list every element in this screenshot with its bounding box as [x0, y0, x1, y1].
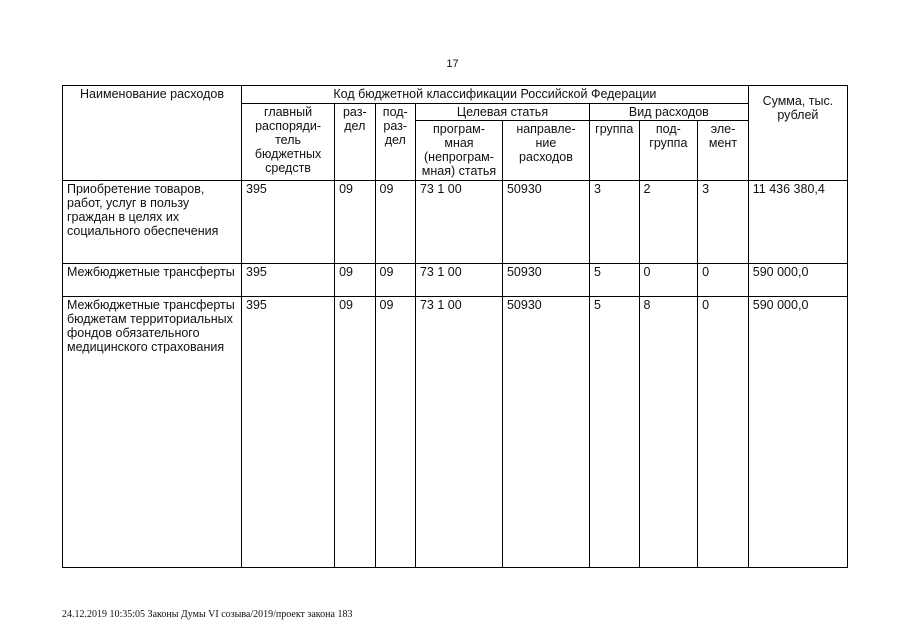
row-section: 09 [335, 181, 375, 264]
row-direction: 50930 [502, 181, 589, 264]
header-element: эле-мент [698, 121, 749, 181]
header-subsection: под-раз-дел [375, 104, 415, 181]
row-name: Межбюджетные трансферты бюджетам территориальных фондов обязательного медицинского страхования [63, 297, 242, 568]
row-subsection: 09 [375, 181, 415, 264]
row-section: 09 [335, 297, 375, 568]
row-name: Межбюджетные трансферты [63, 264, 242, 297]
header-code-group: Код бюджетной классификации Российской Федерации [242, 86, 749, 104]
row-element: 0 [698, 297, 749, 568]
row-subgroup: 0 [639, 264, 698, 297]
row-section: 09 [335, 264, 375, 297]
budget-table [62, 85, 848, 568]
row-program: 73 1 00 [415, 297, 502, 568]
header-expense-type: Вид расходов [589, 104, 748, 121]
row-group: 5 [589, 264, 639, 297]
table-row [63, 264, 848, 297]
header-main-manager: главный распоряди-тель бюджетных средств [242, 104, 335, 181]
header-name: Наименование расходов [63, 86, 242, 181]
header-program: програм-мная (непрограм-мная) статья [415, 121, 502, 181]
row-name: Приобретение товаров, работ, услуг в пользу граждан в целях их социального обеспечения [63, 181, 242, 264]
header-section: раз-дел [335, 104, 375, 181]
row-subsection: 09 [375, 264, 415, 297]
header-target-article: Целевая статья [415, 104, 589, 121]
row-amount: 590 000,0 [748, 297, 847, 568]
row-amount: 11 436 380,4 [748, 181, 847, 264]
page-number: 17 [446, 58, 459, 70]
row-amount: 590 000,0 [748, 264, 847, 297]
header-amount: Сумма, тыс. рублей [748, 86, 847, 181]
row-subsection: 09 [375, 297, 415, 568]
header-subgroup: под-группа [639, 121, 698, 181]
header-group: группа [589, 121, 639, 181]
row-direction: 50930 [502, 264, 589, 297]
row-subgroup: 8 [639, 297, 698, 568]
row-program: 73 1 00 [415, 264, 502, 297]
row-manager: 395 [242, 297, 335, 568]
table-row [63, 181, 848, 264]
row-manager: 395 [242, 264, 335, 297]
row-element: 3 [698, 181, 749, 264]
table-row [63, 297, 848, 568]
row-program: 73 1 00 [415, 181, 502, 264]
document-footer: 24.12.2019 10:35:05 Законы Думы VI созыва/2019/проект закона 183 [62, 609, 353, 620]
header-direction: направле-ние расходов [502, 121, 589, 181]
row-manager: 395 [242, 181, 335, 264]
row-element: 0 [698, 264, 749, 297]
row-subgroup: 2 [639, 181, 698, 264]
row-group: 5 [589, 297, 639, 568]
row-direction: 50930 [502, 297, 589, 568]
row-group: 3 [589, 181, 639, 264]
